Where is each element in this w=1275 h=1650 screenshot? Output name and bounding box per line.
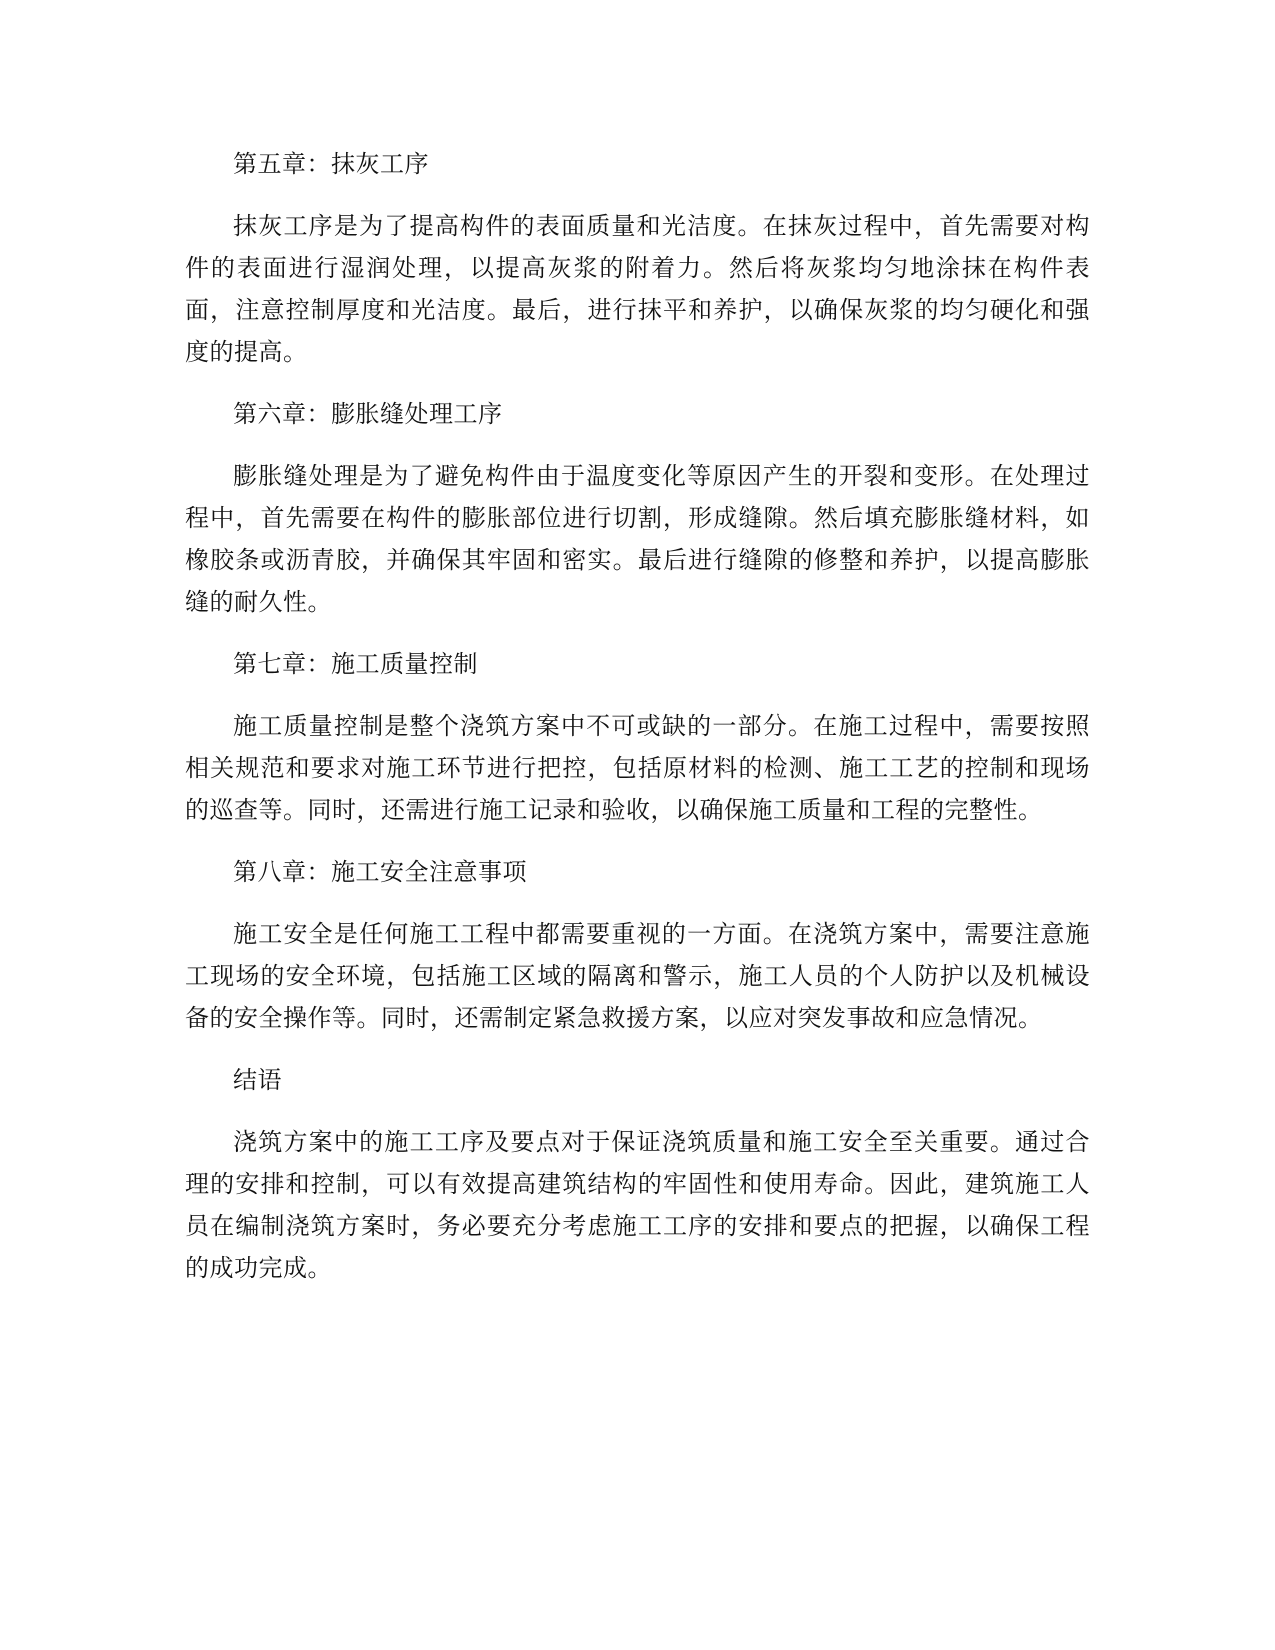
chapter-8-paragraph: 施工安全是任何施工工程中都需要重视的一方面。在浇筑方案中，需要注意施工现场的安全环境，包括施工区域的隔离和警示，施工人员的个人防护以及机械设备的安全操作等。同时，还需制定紧急救援方案，以应对突发事故和应急情况。: [185, 920, 1090, 1032]
chapter-7-paragraph: 施工质量控制是整个浇筑方案中不可或缺的一部分。在施工过程中，需要按照相关规范和要求对施工环节进行把控，包括原材料的检测、施工工艺的控制和现场的巡查等。同时，还需进行施工记录和验收，以确保施工质量和工程的完整性。: [185, 712, 1090, 824]
chapter-8-heading: 第八章：施工安全注意事项: [233, 858, 527, 886]
chapter-7-heading: 第七章：施工质量控制: [233, 650, 478, 678]
conclusion-paragraph: 浇筑方案中的施工工序及要点对于保证浇筑质量和施工安全至关重要。通过合理的安排和控制，可以有效提高建筑结构的牢固性和使用寿命。因此，建筑施工人员在编制浇筑方案时，务必要充分考虑施工工序的安排和要点的把握，以确保工程的成功完成。: [185, 1128, 1090, 1282]
chapter-6-heading: 第六章：膨胀缝处理工序: [233, 400, 503, 428]
chapter-6-paragraph: 膨胀缝处理是为了避免构件由于温度变化等原因产生的开裂和变形。在处理过程中，首先需要在构件的膨胀部位进行切割，形成缝隙。然后填充膨胀缝材料，如橡胶条或沥青胶，并确保其牢固和密实。最后进行缝隙的修整和养护，以提高膨胀缝的耐久性。: [185, 462, 1090, 616]
chapter-5-heading: 第五章：抹灰工序: [233, 150, 429, 178]
document-body: [185, 143, 1090, 1309]
conclusion-heading: 结语: [233, 1066, 282, 1094]
chapter-5-paragraph: 抹灰工序是为了提高构件的表面质量和光洁度。在抹灰过程中，首先需要对构件的表面进行湿润处理，以提高灰浆的附着力。然后将灰浆均匀地涂抹在构件表面，注意控制厚度和光洁度。最后，进行抹平和养护，以确保灰浆的均匀硬化和强度的提高。: [185, 212, 1090, 366]
